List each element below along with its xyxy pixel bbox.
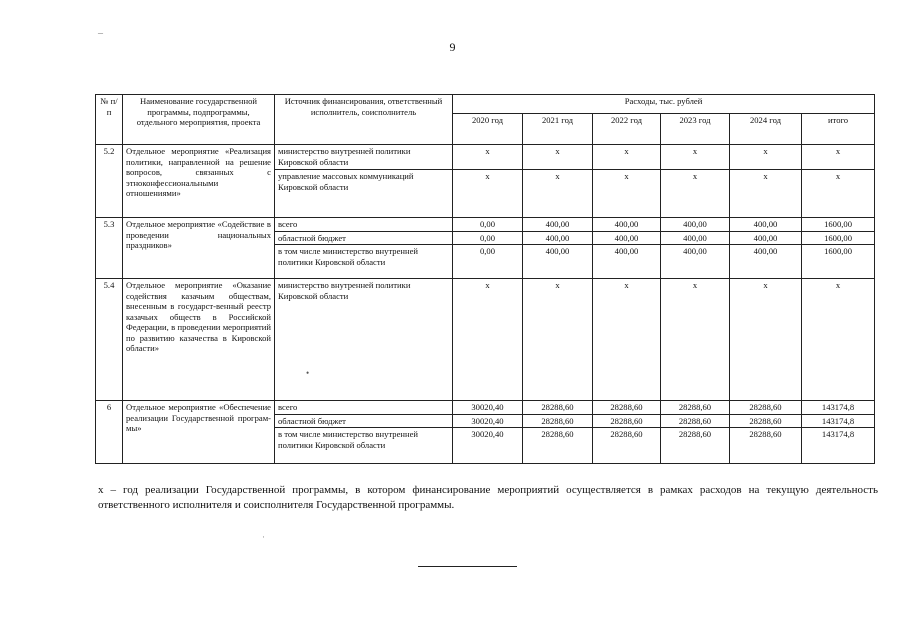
header-year: 2023 год [661, 114, 730, 145]
measure-name: Отдельное мероприятие «Содействие в проведении национальных праздников» [123, 218, 275, 279]
budget-table [95, 94, 875, 464]
year-value-cell: 28288,60 [661, 401, 730, 415]
funding-source: всего [275, 218, 453, 232]
header-total: итого [802, 114, 875, 145]
total-cell: 1600,00 [802, 231, 875, 245]
funding-source: областной бюджет [275, 231, 453, 245]
total-cell: 1600,00 [802, 245, 875, 279]
year-value-cell: 400,00 [730, 218, 802, 232]
year-value-cell: 28288,60 [730, 414, 802, 428]
row-index: 5.3 [96, 218, 123, 279]
year-value-cell: 28288,60 [523, 401, 593, 415]
total-cell: х [802, 279, 875, 401]
year-value-cell: 28288,60 [661, 414, 730, 428]
total-cell: 1600,00 [802, 218, 875, 232]
table-row [96, 401, 875, 415]
year-value-cell: 400,00 [661, 231, 730, 245]
year-value-cell: х [453, 279, 523, 401]
header-source: Источник финансирования, ответственный исполнитель, соисполнитель [275, 95, 453, 145]
header-year: 2021 год [523, 114, 593, 145]
year-value-cell: 400,00 [523, 231, 593, 245]
year-value-cell: х [593, 145, 661, 170]
funding-source: областной бюджет [275, 414, 453, 428]
measure-name: Отдельное мероприятие «Обеспечение реализации Государственной програм-мы» [123, 401, 275, 464]
year-value-cell: 400,00 [730, 245, 802, 279]
year-value-cell: х [593, 170, 661, 218]
year-value-cell: 400,00 [593, 245, 661, 279]
year-value-cell: 28288,60 [661, 428, 730, 464]
year-value-cell: 28288,60 [523, 428, 593, 464]
year-value-cell: 30020,40 [453, 428, 523, 464]
total-cell: х [802, 145, 875, 170]
year-value-cell: 28288,60 [593, 401, 661, 415]
year-value-cell: х [661, 279, 730, 401]
table-body [96, 145, 875, 464]
header-name: Наименование государственной программы, подпрограммы, отдельного мероприятия, проекта [123, 95, 275, 145]
header-expenses: Расходы, тыс. рублей [453, 95, 875, 114]
year-value-cell: 0,00 [453, 218, 523, 232]
year-value-cell: 400,00 [523, 218, 593, 232]
year-value-cell: х [523, 145, 593, 170]
scan-artifact-dash: – [98, 28, 103, 39]
measure-name: Отдельное мероприятие «Оказание содействия казачьим обществам, внесенным в государст-венный реестр казачьих обществ в Российской Федерации, в проведении мероприятий по развитию казачества в Кировской области» [123, 279, 275, 401]
header-year: 2024 год [730, 114, 802, 145]
measure-name: Отдельное мероприятие «Реализация политики, направленной на решение вопросов, связанных с этноконфессиональными отношениями» [123, 145, 275, 218]
total-cell: 143174,8 [802, 428, 875, 464]
year-value-cell: 28288,60 [593, 428, 661, 464]
year-value-cell: 400,00 [593, 218, 661, 232]
row-index: 5.2 [96, 145, 123, 218]
scan-artifact-dot: · [262, 532, 265, 542]
year-value-cell: х [523, 279, 593, 401]
year-value-cell: х [453, 145, 523, 170]
row-index: 6 [96, 401, 123, 464]
year-value-cell: х [661, 170, 730, 218]
funding-source: министерство внутренней политики Кировской области [275, 145, 453, 170]
table-row [96, 279, 875, 401]
row-index: 5.4 [96, 279, 123, 401]
scan-artifact-dot: • [306, 368, 310, 378]
year-value-cell: 30020,40 [453, 401, 523, 415]
year-value-cell: 28288,60 [523, 414, 593, 428]
year-value-cell: х [523, 170, 593, 218]
year-value-cell: 30020,40 [453, 414, 523, 428]
year-value-cell: х [730, 170, 802, 218]
year-value-cell: х [661, 145, 730, 170]
year-value-cell: х [453, 170, 523, 218]
year-value-cell: 0,00 [453, 245, 523, 279]
year-value-cell: х [593, 279, 661, 401]
page-number: 9 [449, 40, 456, 54]
funding-source: в том числе министерство внутренней политики Кировской области [275, 428, 453, 464]
table-header [96, 95, 875, 145]
year-value-cell: х [730, 145, 802, 170]
funding-source: в том числе министерство внутренней политики Кировской области [275, 245, 453, 279]
year-value-cell: 400,00 [661, 218, 730, 232]
year-value-cell: 400,00 [593, 231, 661, 245]
header-year: 2022 год [593, 114, 661, 145]
year-value-cell: 400,00 [730, 231, 802, 245]
funding-source: министерство внутренней политики Кировской области [275, 279, 453, 401]
year-value-cell: 28288,60 [593, 414, 661, 428]
end-rule [418, 566, 517, 567]
year-value-cell: 400,00 [661, 245, 730, 279]
total-cell: х [802, 170, 875, 218]
year-value-cell: 28288,60 [730, 428, 802, 464]
header-index: № п/п [96, 95, 123, 145]
funding-source: всего [275, 401, 453, 415]
total-cell: 143174,8 [802, 401, 875, 415]
total-cell: 143174,8 [802, 414, 875, 428]
table-row [96, 145, 875, 170]
funding-source: управление массовых коммуникаций Кировской области [275, 170, 453, 218]
year-value-cell: х [730, 279, 802, 401]
header-year: 2020 год [453, 114, 523, 145]
year-value-cell: 400,00 [523, 245, 593, 279]
footnote: х – год реализации Государственной программы, в котором финансирование мероприятий осуществляется в рамках расходов на текущую деятельность ответственного исполнителя и соисполнителя Государственной программы. [98, 484, 878, 511]
year-value-cell: 0,00 [453, 231, 523, 245]
table-row [96, 218, 875, 232]
year-value-cell: 28288,60 [730, 401, 802, 415]
